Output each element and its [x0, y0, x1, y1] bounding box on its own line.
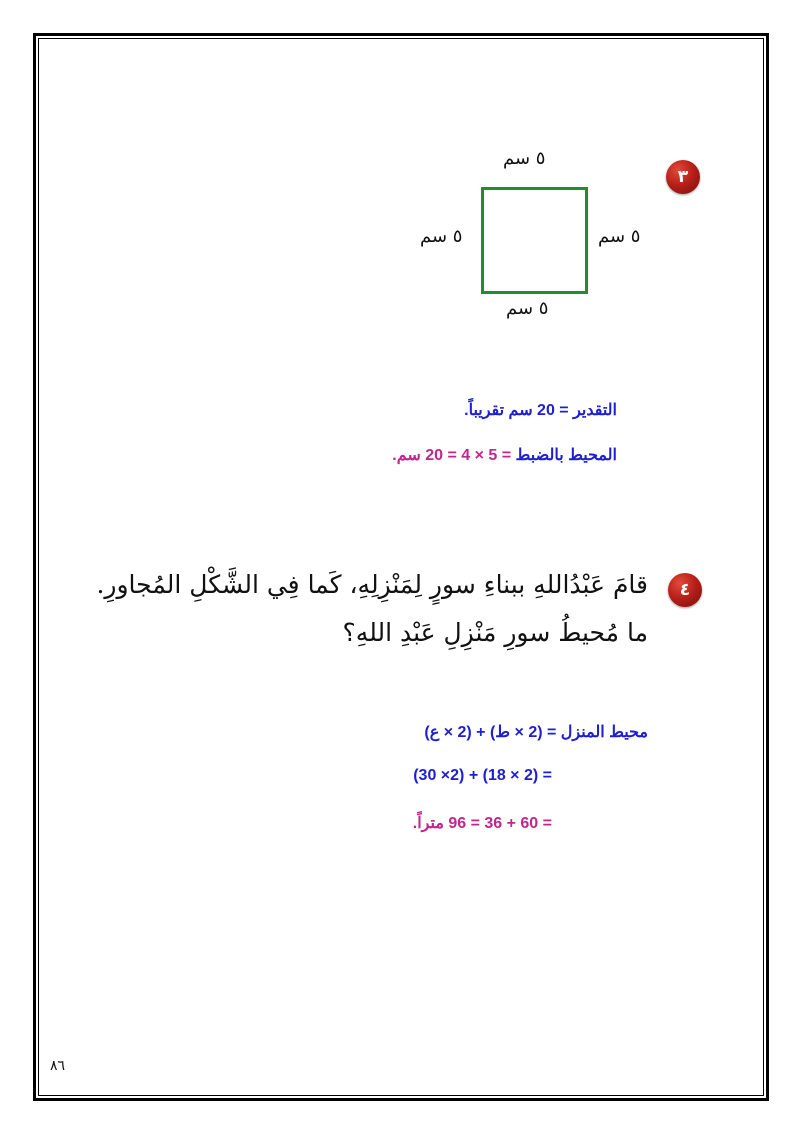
square-dim-right: ٥ سم: [598, 226, 641, 247]
exact-perimeter-line: [392, 445, 617, 465]
square-dim-top: ٥ سم: [503, 148, 546, 169]
perimeter-result: = 60 + 36 = 96 متراً.: [412, 815, 552, 832]
question-line-1: قامَ عَبْدُاللهِ ببناءِ سورٍ لِمَنْزِلِهِ، كَما فِي الشَّكْلِ المُجاورِ.: [96, 570, 648, 599]
problem-4-badge: ٤: [668, 573, 702, 607]
estimate-label: التقدير: [573, 402, 617, 419]
problem-3-badge: ٣: [666, 160, 700, 194]
page-border-inner: [38, 38, 764, 1096]
estimate-line: [464, 400, 617, 420]
square-figure: [481, 187, 588, 294]
estimate-value: = 20 سم تقريباً.: [464, 402, 574, 419]
question-line-2: ما مُحيطُ سورِ مَنْزِلِ عَبْدِ اللهِ؟: [342, 618, 648, 647]
perimeter-formula: محيط المنزل = (2 × ط) + (2 × ع): [424, 724, 648, 741]
square-dim-bottom: ٥ سم: [506, 298, 549, 319]
exact-value: = 5 × 4 = 20 سم.: [392, 447, 512, 464]
page-number: ٨٦: [50, 1058, 66, 1074]
perimeter-substitution: = (2 × 18) + (2× 30): [413, 767, 552, 784]
exact-label: المحيط بالضبط: [515, 447, 617, 464]
square-dim-left: ٥ سم: [420, 226, 463, 247]
